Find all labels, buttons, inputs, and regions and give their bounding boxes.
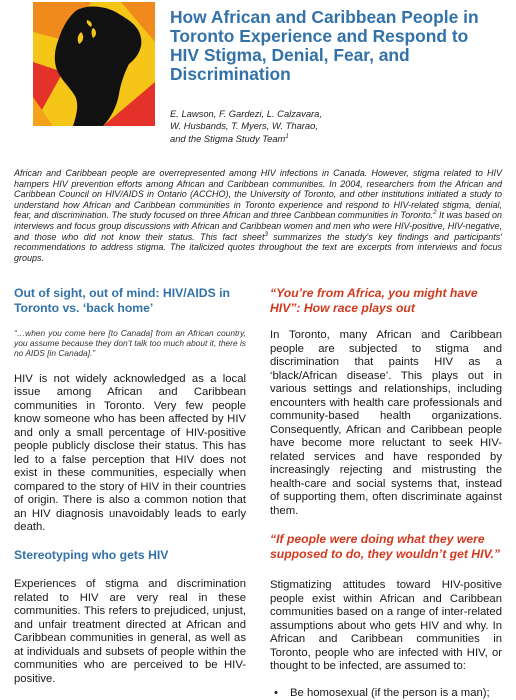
abstract-paragraph: African and Caribbean people are overrepresented among HIV infections in Canada. However, stigma related to HIV hampers HIV prevention efforts among African and Caribbean communities. In 2004, researchers from the African and Caribbean Council on HIV/AIDS in Ontario (ACCHO), the University of Toronto, and other institutions initiated a study to understand how African and Caribbean communities in Toronto experience and respond to HIV-related stigma, denial, fear, and discrimination. The study focused on three African and three Caribbean communities in Toronto.$^2$ It was based on interviews and focus group discussions with African and Caribbean women and men who were HIV-positive, HIV-negative, and those who did not know their status. This fact sheet$^3$ summarizes the study's key findings and participants' recommendations to address stigma. The italicized quotes throughout the text are excerpts from interviews and focus groups. (14, 168, 503, 263)
section-body-assumptions: Stigmatizing attitudes toward HIV-positive people exist within African and Caribbean communities based on a range of inter-related assumptions about who gets HIV and why. In African and Caribbean communities in Toronto, people who are infected with HIV, or thought to be infected, are assumed to: (270, 579, 502, 673)
author-line: E. Lawson, F. Gardezi, L. Calzavara, (170, 108, 322, 119)
footnote-marker: 3 (264, 231, 268, 238)
author-line: and the Stigma Study Team$^1$ (170, 132, 289, 144)
section-heading-assumptions: “If people were doing what they were supposed to do, they wouldn’t get HIV.” (270, 532, 500, 561)
author-line: W. Husbands, T. Myers, W. Tharao, (170, 119, 318, 131)
right-column (270, 286, 502, 700)
section-heading-stereotyping: Stereotyping who gets HIV (14, 547, 169, 562)
left-column (14, 286, 246, 686)
list-item: • Be homosexual (if the person is a man); (274, 686, 490, 699)
section-body-stereotyping: Experiences of stigma and discrimination related to HIV are very real in these communities. This refers to prejudiced, unjust, and unfair treatment directed at African and Caribbean communities in general, as well as at individuals and subsets of people within the communities who are perceived to be HIV-positive. (14, 578, 246, 685)
section-heading-race: “You’re from Africa, you might have HIV”: How race plays out (270, 286, 478, 315)
section-body-out-of-sight: HIV is not widely acknowledged as a local issue among African and Caribbean communities in Toronto. Very few people know someone who has been affected by HIV and only a small percentage of HIV-positive people publicly disclose their status. This has led to a false perception that HIV does not exist in these communities, especially when compared to the story of HIV in their countries of origin. There is also a common notion that an HIV diagnosis unavoidably leads to early death. (14, 372, 246, 534)
study-logo (33, 2, 155, 126)
author-list (170, 108, 490, 145)
page-title: How African and Caribbean People in Toronto Experience and Respond to HIV Stigma, Denial, Fear, and Discrimination (170, 7, 479, 84)
african-map-silhouette-logo (33, 2, 155, 126)
section-body-race: In Toronto, many African and Caribbean people are subjected to stigma and discrimination that paints HIV as a ‘black/African disease’. This plays out in various settings and relationships, including encounters with health care professionals and community-based health organizations. Consequently, African and Caribbean people have become more reluctant to seek HIV-related services and have responded by increasingly rejecting and mistrusting the health-care and social systems that, instead of supporting them, often discriminate against them. (270, 329, 502, 517)
section-quote: “…when you come here [to Canada] from an African country, you assume because they don’t talk too much about it, there is no AIDS [in Canada].” (14, 328, 246, 358)
section-heading-out-of-sight: Out of sight, out of mind: HIV/AIDS in Toronto vs. ‘back home’ (14, 286, 230, 315)
footnote-marker: 2 (433, 210, 437, 217)
footnote-marker: 1 (285, 133, 289, 140)
assumption-list (270, 687, 502, 700)
bullet-glyph: • (274, 686, 278, 699)
